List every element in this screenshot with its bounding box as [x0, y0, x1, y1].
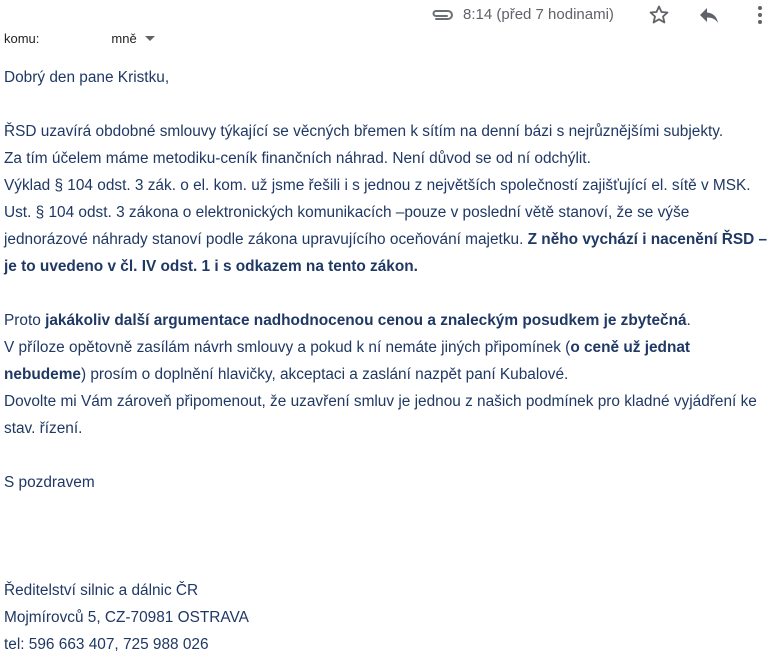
paragraph-3	[4, 334, 774, 388]
paragraph-2-bold: jakákoliv další argumentace nadhodnocenou cenou a znaleckým posudkem je zbytečná	[45, 312, 687, 329]
paragraph-2-end: .	[686, 312, 691, 329]
recipient-suffix: mně	[111, 31, 137, 46]
spacer	[4, 496, 774, 577]
signature-phone: tel: 596 663 407, 725 988 026	[4, 636, 209, 653]
paragraph-2-text: Proto	[4, 312, 46, 329]
paragraph-3-bold: o ceně už jednat nebudeme	[4, 339, 691, 383]
paragraph-1-line-2: Za tím účelem máme metodiku-ceník finančních náhrad. Není důvod se od ní odchýlit.	[4, 150, 591, 167]
signature-organization: Ředitelství silnic a dálnic ČR	[4, 582, 199, 599]
greeting: Dobrý den pane Kristku,	[4, 69, 170, 86]
paragraph-1-bold: Z něho vychází i nacenění ŘSD – je to uvedeno v čl. IV odst. 1 i s odkazem na tento zákon.	[4, 231, 768, 275]
spacer	[4, 91, 774, 118]
redacted-recipient	[39, 32, 111, 46]
paragraph-4: Dovolte mi Vám zároveň připomenout, že uzavření smluv je jednou z našich podmínek pro kladné vyjádření ke stav. řízení.	[4, 393, 757, 437]
spacer	[4, 442, 774, 469]
paragraph-1-line-3	[4, 172, 774, 280]
message-body	[4, 64, 774, 658]
paragraph-3-end: ) prosím o doplnění hlavičky, akceptaci a zaslání nazpět paní Kubalové.	[80, 366, 569, 383]
paragraph-2	[4, 307, 774, 334]
recipient-prefix: komu:	[4, 31, 40, 46]
paragraph-1-text: Výklad § 104 odst. 3 zák. o el. kom. už jsme řešili i s jednou z největších společností zajišťující el. sítě v MSK. Ust. § 104 odst. 3 zákona o elektronických komunikacích –pouze v poslední větě stanoví, že se výše jednorázové náhrady stanoví podle zákona upravujícího oceňování majetku.	[4, 177, 751, 248]
paragraph-1-line-1: ŘSD uzavírá obdobné smlouvy týkající se věcných břemen k sítím na denní bázi s nejrůznějšími subjekty.	[4, 123, 724, 140]
spacer	[4, 280, 774, 307]
reply-icon[interactable]	[697, 3, 721, 27]
signature-address: Mojmírovců 5, CZ-70981 OSTRAVA	[4, 609, 249, 626]
message-timestamp: 8:14 (před 7 hodinami)	[463, 6, 614, 23]
more-vert-icon[interactable]	[748, 3, 772, 27]
recipient-row	[4, 31, 155, 46]
recipient-details-dropdown[interactable]	[145, 36, 155, 41]
closing: S pozdravem	[4, 474, 95, 491]
paragraph-3-text: V příloze opětovně zasílám návrh smlouvy a pokud k ní nemáte jiných připomínek (	[4, 339, 571, 356]
star-icon[interactable]	[647, 3, 671, 27]
attachment-icon	[430, 6, 456, 24]
